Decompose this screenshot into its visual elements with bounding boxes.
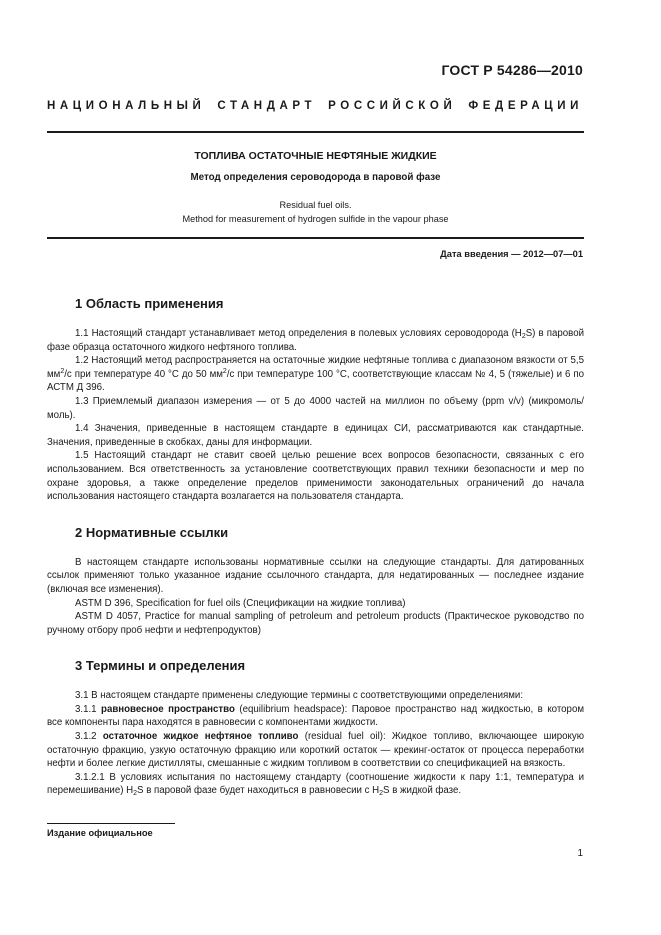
section-heading: 2 Нормативные ссылки [75, 524, 229, 540]
english-title-line-2: Method for measurement of hydrogen sulfide in the vapour phase [182, 214, 449, 224]
page-number: 1 [577, 848, 583, 859]
term-equilibrium-headspace: равновесное пространство [101, 703, 235, 715]
edition-label: Издание официальное [47, 828, 153, 838]
section-2 [47, 525, 584, 638]
document-subtitle: Метод определения сероводорода в паровой фазе [190, 172, 441, 183]
paragraph-2-1: В настоящем стандарте использованы нормативные ссылки на следующие стандарты. Для датированных ссылок применяют только указанное издание ссылочного стандарта, для недатированных — последнее издание (включая все изменения). [47, 556, 584, 595]
top-rule [47, 131, 584, 133]
paragraph-1-1: 1.1 Настоящий стандарт устанавливает метод определения в полевых условиях сероводорода $(H_2S)$ в паровой фазе образца остаточного жидкого нефтяного топлива. [47, 328, 584, 353]
standard-number: ГОСТ Р 54286—2010 [441, 62, 583, 78]
national-standard-heading: НАЦИОНАЛЬНЫЙ СТАНДАРТ РОССИЙСКОЙ ФЕДЕРАЦИИ [47, 100, 583, 112]
document-body [47, 296, 584, 819]
paragraph-3-1: 3.1 В настоящем стандарте применены следующие термины с соответствующими определениями: [75, 690, 524, 702]
document-title: ТОПЛИВА ОСТАТОЧНЫЕ НЕФТЯНЫЕ ЖИДКИЕ [194, 150, 437, 162]
paragraph-2-3: ASTM D 4057, Practice for manual sampling of petroleum and petroleum products (Практическое руководство по ручному отбору проб нефти и нефтепродуктов) [47, 611, 584, 636]
term-residual-fuel-oil: остаточное жидкое нефтяное топливо [102, 731, 299, 743]
bottom-rule [47, 237, 584, 239]
paragraph-1-2: 1.2 Настоящий метод распространяется на остаточные жидкие нефтяные топлива с диапазоном вязкости от 5,5 $мм^2/с$ при температуре 40 °С до 50 $мм^2/с$ при температуре 100 °С, соответствующие классам № 4, 5 (тяжелые) и 6 по АСТМ Д 396. [47, 355, 584, 394]
paragraph-3-1-1: 3.1.1 равновесное пространство (equilibrium headspace): Паровое пространство над жидкостью, в котором все компоненты пара находятся в равновесии с компонентами жидкости. [47, 703, 584, 729]
footer-rule [47, 823, 175, 824]
english-title-line-1: Residual fuel oils. [279, 200, 352, 210]
section-1 [47, 296, 584, 504]
english-title [47, 198, 584, 226]
paragraph-2-2: ASTM D 396, Specification for fuel oils (Спецификации на жидкие топлива) [75, 597, 406, 609]
section-heading: 3 Термины и определения [75, 658, 246, 674]
paragraph-3-1-2: 3.1.2 остаточное жидкое нефтяное топливо (residual fuel oil): Жидкое топливо, включающее широкую остаточную фракцию, узкую остаточную фракцию или короткий остаток — крекинг-остаток от процесса переработки нефти и более легкие дистилляты, смешанные с жидким топливом в соответствии со спецификацией на вязкость. [47, 731, 584, 770]
paragraph-3-1-2-1: 3.1.2.1 В условиях испытания по настоящему стандарту (соотношение жидкости к пару 1:1, температура и перемешивание) $H_2S$ в паровой фазе будет находиться в равновесии с $H_2S$ в жидкой фазе. [47, 771, 584, 798]
introduction-date: Дата введения — 2012—07—01 [440, 249, 583, 259]
section-heading: 1 Область применения [75, 296, 224, 311]
paragraph-1-4: 1.4 Значения, приведенные в настоящем стандарте в единицах СИ, рассматриваются как стандартные. Значения, приведенные в скобках, даны для информации. [47, 423, 584, 448]
section-3 [47, 658, 584, 798]
paragraph-1-3: 1.3 Приемлемый диапазон измерения — от 5 до 4000 частей на миллион по объему (ppm v/v) (микромоль/моль). [47, 395, 584, 421]
paragraph-1-5: 1.5 Настоящий стандарт не ставит своей целью решение всех вопросов безопасности, связанных с его использованием. Вся ответственность за установление соответствующих правил техники безопасности и мер по охране здоровья, а также определение пределов применимости законодательных ограничений до начала использования настоящего стандарта возлагается на пользователя стандарта. [47, 450, 584, 503]
